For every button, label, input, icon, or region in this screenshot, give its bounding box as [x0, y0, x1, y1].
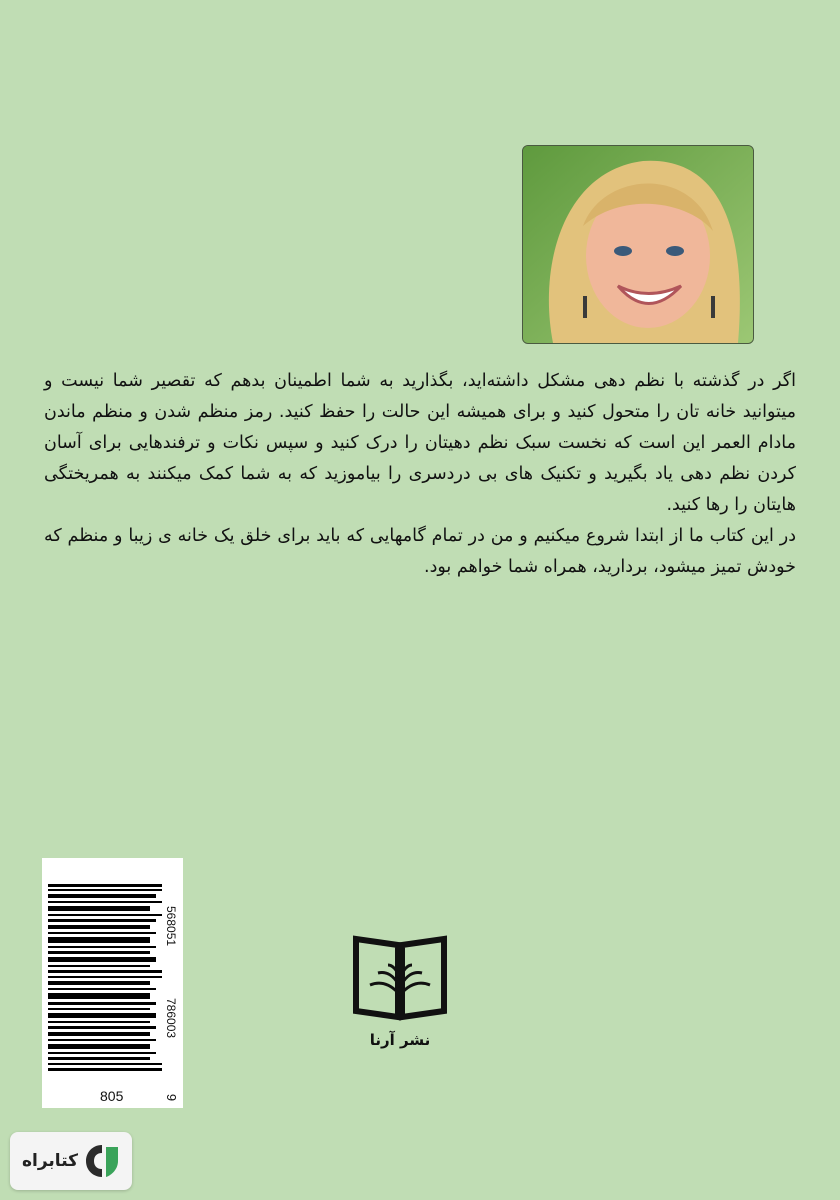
barcode-bottom-digits: 805	[100, 1088, 124, 1104]
ketabrah-logo-icon	[84, 1143, 120, 1179]
isbn-barcode	[42, 858, 183, 1108]
blurb-paragraph-2: در این کتاب ما از ابتدا شروع میکنیم و من در تمام گامهایی که باید برای خلق یک خانه ی زیبا و منظم که خودش تمیز میشود، بردارید، همراه شما خواهم بود.	[44, 526, 796, 577]
book-tree-icon	[350, 935, 450, 1025]
barcode-digits-group-2: 786003	[164, 998, 178, 1039]
back-cover-blurb	[44, 366, 796, 583]
barcode-lead-digit: 9	[164, 1093, 180, 1102]
publisher-name: نشر آرنا	[369, 1031, 431, 1049]
author-photo	[522, 145, 754, 344]
barcode-digits-group-1: 568051	[164, 906, 178, 947]
ketabrah-name: کتابراه	[21, 1151, 79, 1171]
author-portrait-image	[523, 146, 753, 343]
barcode-bars	[42, 858, 183, 1108]
ketabrah-badge[interactable]	[10, 1132, 132, 1190]
publisher-logo	[350, 935, 450, 1049]
blurb-paragraph-1: اگر در گذشته با نظم دهی مشکل داشته‌اید، بگذارید به شما اطمینان بدهم که تقصیر شما نیست و میتوانید خانه تان را متحول کنید و برای همیشه این حالت را حفظ کنید. رمز منظم شدن و منظم ماندن مادام العمر این است که نخست سبک نظم دهیتان را درک کنید و سپس نکات و ترفندهایی برای آسان کردن نظم دهی یاد بگیرید و تکنیک های بی دردسری را بیاموزید که به شما کمک میکنند به همریختگی هایتان را رها کنید.	[44, 371, 796, 515]
